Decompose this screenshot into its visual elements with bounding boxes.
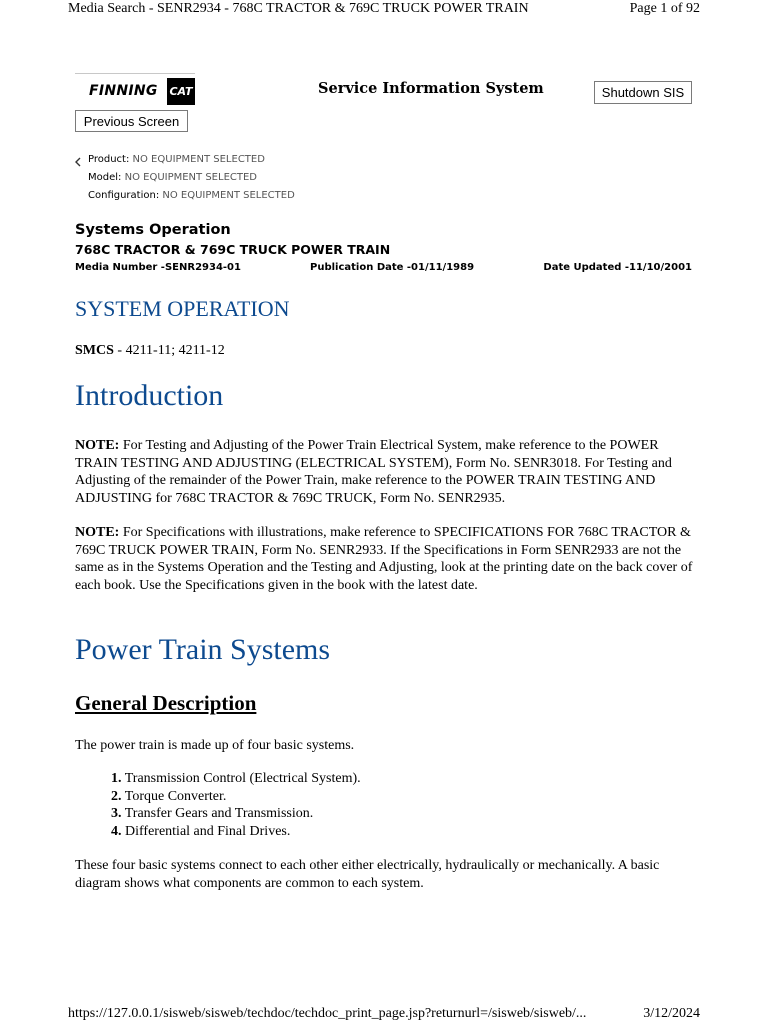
closing-paragraph: These four basic systems connect to each other either electrically, hydraulically or mechanically. A basic diagram shows what components are common to each system. xyxy=(75,858,660,891)
date-updated: Date Updated -11/10/2001 xyxy=(543,262,692,273)
chevron-left-icon xyxy=(74,157,82,167)
smcs-codes xyxy=(75,343,225,359)
note-label: NOTE: xyxy=(75,438,120,453)
note-text: For Specifications with illustrations, make reference to SPECIFICATIONS FOR 768C TRACTOR & 769C TRUCK POWER TRAIN, Form No. SENR2933. If the Specifications in Form SENR2933 are not the same as in the Systems Operation and the Testing and Adjusting, look at the printing date on the back cover of each book. Use the Specifications given in the book with the latest date. xyxy=(75,525,693,593)
note-text: For Testing and Adjusting of the Power Train Electrical System, make reference to the POWER TRAIN TESTING AND ADJUSTING (ELECTRICAL SYSTEM), Form No. SENR3018. For Testing and Adjusting of the remainder of the Power Train, make reference to the POWER TRAIN TESTING AND ADJUSTING for 768C TRACTOR & 769C TRUCK, Form No. SENR2935. xyxy=(75,438,672,506)
smcs-label: SMCS xyxy=(75,343,114,358)
print-header-title: Media Search - SENR2934 - 768C TRACTOR & 769C TRUCK POWER TRAIN xyxy=(68,1,529,16)
list-item-number: 2. xyxy=(111,788,122,804)
context-configuration xyxy=(88,190,295,201)
note-specifications xyxy=(75,524,695,594)
power-train-heading: Power Train Systems xyxy=(75,633,331,666)
list-item xyxy=(111,770,361,788)
previous-screen-button[interactable]: Previous Screen xyxy=(75,110,188,132)
list-item xyxy=(111,823,361,841)
smcs-value: - 4211-11; 4211-12 xyxy=(113,343,225,358)
document-subtitle: 768C TRACTOR & 769C TRUCK POWER TRAIN xyxy=(75,242,391,257)
finning-cat-logo xyxy=(75,73,195,107)
list-item-number: 4. xyxy=(111,823,122,839)
context-model xyxy=(88,172,257,183)
list-item-text: Transfer Gears and Transmission. xyxy=(124,806,314,822)
introduction-heading: Introduction xyxy=(75,379,224,412)
publication-date: Publication Date -01/11/1989 xyxy=(310,262,475,273)
product-value: NO EQUIPMENT SELECTED xyxy=(132,154,265,165)
app-title: Service Information System xyxy=(318,80,544,97)
configuration-label: Configuration: xyxy=(88,190,160,201)
configuration-value: NO EQUIPMENT SELECTED xyxy=(162,190,295,201)
systems-list xyxy=(111,770,361,840)
print-footer-date: 3/12/2024 xyxy=(643,1006,700,1021)
list-item-text: Differential and Final Drives. xyxy=(125,823,291,839)
shutdown-sis-button[interactable]: Shutdown SIS xyxy=(594,81,692,104)
model-label: Model: xyxy=(88,172,122,183)
print-header-page: Page 1 of 92 xyxy=(629,1,700,16)
note-testing-adjusting xyxy=(75,437,695,507)
document-type: Systems Operation xyxy=(75,222,231,238)
media-number: Media Number -SENR2934-01 xyxy=(75,262,241,273)
list-item xyxy=(111,805,361,823)
list-item-number: 3. xyxy=(111,806,122,822)
list-item xyxy=(111,788,361,806)
collapse-context-icon[interactable] xyxy=(74,154,82,172)
list-item-number: 1. xyxy=(111,771,122,786)
list-item-text: Transmission Control (Electrical System). xyxy=(124,771,361,786)
print-footer-url: https://127.0.0.1/sisweb/sisweb/techdoc/techdoc_print_page.jsp?returnurl=/sisweb/sisweb/... xyxy=(68,1006,587,1021)
list-item-text: Torque Converter. xyxy=(124,788,227,804)
model-value: NO EQUIPMENT SELECTED xyxy=(124,172,257,183)
finning-wordmark: FINNING xyxy=(89,83,158,99)
product-label: Product: xyxy=(88,154,130,165)
note-label: NOTE: xyxy=(75,525,120,540)
general-intro: The power train is made up of four basic systems. xyxy=(75,738,355,753)
context-product xyxy=(88,154,265,165)
cat-logo-mark: CAT xyxy=(167,78,195,105)
general-description-heading: General Description xyxy=(75,691,257,715)
section-title: SYSTEM OPERATION xyxy=(75,296,290,321)
